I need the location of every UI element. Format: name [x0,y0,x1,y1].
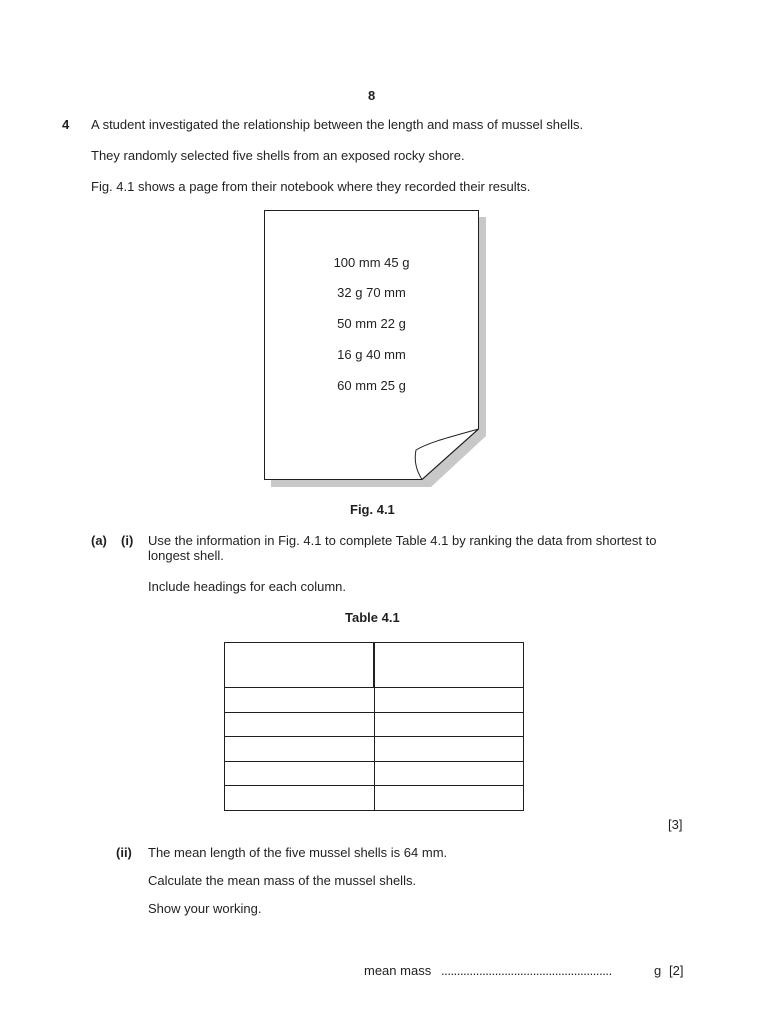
answer-unit: g [654,963,662,978]
sub-i-instruction: Include headings for each column. [148,579,347,594]
answer-line[interactable]: ...................................................... [441,963,612,978]
table-cell[interactable] [374,761,524,786]
table-row [225,786,524,811]
question-line-2: They randomly selected five shells from an exposed rocky shore. [91,148,465,163]
notebook-page-figure [264,210,479,480]
table-header-cell[interactable] [374,643,524,688]
sub-i-text-line-1: Use the information in Fig. 4.1 to complete Table 4.1 by ranking the data from shortest to [148,533,657,548]
notebook-entry: 60 mm 25 g [337,378,406,393]
table-caption: Table 4.1 [345,610,400,625]
table-cell[interactable] [225,688,375,713]
notebook-entry: 32 g 70 mm [337,285,406,300]
page-number: 8 [368,88,376,103]
table-cell[interactable] [374,786,524,811]
table-header-row [225,643,524,688]
sub-i-label: (i) [121,533,134,548]
marks-part-i: [3] [668,817,683,832]
answer-label: mean mass [364,963,432,978]
table-cell[interactable] [225,712,375,737]
sub-i-text-line-2: longest shell. [148,548,224,563]
sub-ii-label: (ii) [116,845,132,860]
table-cell[interactable] [225,786,375,811]
notebook-entry: 50 mm 22 g [337,316,406,331]
question-number: 4 [62,117,70,132]
table-cell[interactable] [225,761,375,786]
marks-part-ii: [2] [669,963,684,978]
figure-caption: Fig. 4.1 [350,502,395,517]
table-cell[interactable] [374,737,524,762]
sub-ii-text: The mean length of the five mussel shells is 64 mm. [148,845,448,860]
table-row [225,712,524,737]
table-row [225,737,524,762]
table-row [225,688,524,713]
table-header-cell[interactable] [225,643,375,688]
results-table [224,642,524,811]
question-line-1: A student investigated the relationship between the length and mass of mussel shells. [91,117,584,132]
table-cell[interactable] [374,712,524,737]
notebook-entry: 100 mm 45 g [333,255,410,270]
sub-ii-instruction-1: Calculate the mean mass of the mussel shells. [148,873,417,888]
notebook-entry: 16 g 40 mm [337,347,406,362]
part-a-label: (a) [91,533,107,548]
table-cell[interactable] [374,688,524,713]
sub-ii-instruction-2: Show your working. [148,901,262,916]
table-row [225,761,524,786]
question-line-3: Fig. 4.1 shows a page from their notebook where they recorded their results. [91,179,531,194]
table-cell[interactable] [225,737,375,762]
